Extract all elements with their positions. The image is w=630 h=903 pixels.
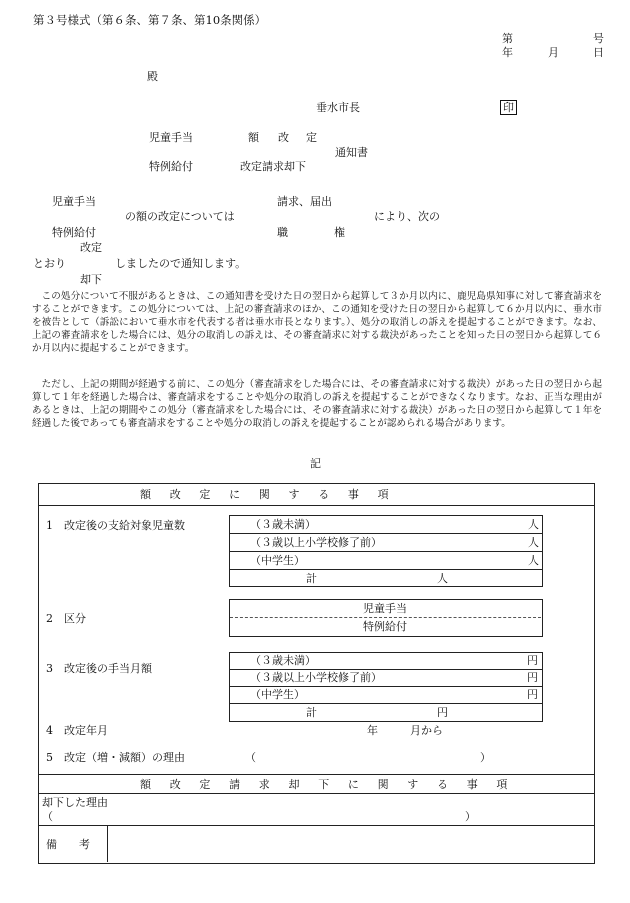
row3-item-label: （中学生）: [250, 688, 305, 701]
row3-item-unit: 円: [527, 671, 538, 684]
addressee-suffix: 殿: [147, 70, 158, 83]
body-prefix: とおり: [33, 257, 66, 270]
row5-close-paren: ）: [480, 751, 491, 764]
row3-item-unit: 円: [527, 688, 538, 701]
dashed-divider: [230, 617, 541, 618]
divider: [38, 825, 594, 826]
body-method-1: 請求、届出: [277, 195, 332, 208]
number-label-dai: 第: [502, 32, 513, 45]
body-kind-2: 特例給付: [52, 226, 96, 239]
row5-open-paren: （: [245, 751, 256, 764]
body-result: により、次の: [374, 210, 440, 223]
notice-paragraph-2: ただし、上記の期間が経過する前に、この処分（審査請求をした場合には、その審査請求に対する裁決）があった日の翌日から起算して１年を経過した場合は、審査請求をすることや処分の取消しの訴えを提起することができなくなります。なお、正当な理由があるときは、上記の期間やこの処分（審査請求をした場合には、その審査請求に対する裁決）があった日の翌日から起算して１年を経過した後であっても審査請求をすることや処分の取消しの訴えを提起することが認められる場合があります。: [32, 379, 602, 429]
row4-year-label: 年: [367, 724, 378, 737]
row3-item-label: （３歳未満）: [250, 654, 316, 667]
body-middle: の額の改定については: [125, 210, 235, 223]
date-month-label: 月: [548, 46, 559, 59]
form-number: 第３号様式（第６条、第７条、第10条関係）: [33, 13, 267, 27]
divider: [229, 703, 542, 704]
row5-label: 5 改定（増・減額）の理由: [46, 751, 185, 764]
row3-item-label: （３歳以上小学校修了前）: [250, 671, 382, 684]
row1-label: 1 改定後の支給対象児童数: [46, 519, 185, 532]
title-item-special-benefit: 特例給付: [149, 160, 193, 173]
title-action-1b: 改: [278, 131, 289, 144]
row2-label: 2 区分: [46, 612, 86, 625]
seal-mark: 印: [500, 100, 517, 115]
body-kind-1: 児童手当: [52, 195, 96, 208]
remarks-label: 備 考: [46, 838, 90, 851]
rejection-close-paren: ）: [465, 810, 476, 823]
body-choice-2: 却下: [80, 273, 102, 286]
divider: [229, 569, 542, 570]
row1-item-label: （３歳未満）: [250, 518, 316, 531]
row1-item-label: （３歳以上小学校修了前）: [250, 536, 382, 549]
divider: [38, 505, 594, 506]
title-suffix: 通知書: [335, 146, 368, 159]
row1-item-unit: 人: [528, 518, 539, 531]
divider: [229, 533, 542, 534]
rejection-open-paren: （: [42, 810, 53, 823]
remarks-divider: [107, 825, 108, 862]
sender-name: 垂水市長: [316, 101, 360, 114]
row3-item-unit: 円: [527, 654, 538, 667]
row2-option-child-allowance: 児童手当: [363, 602, 407, 615]
ki-heading: 記: [310, 457, 321, 470]
row1-total-label: 計: [306, 572, 317, 585]
row1-item-label: （中学生）: [250, 554, 305, 567]
section-header-amount-change: 額 改 定 に 関 す る 事 項: [140, 488, 393, 501]
row3-label: 3 改定後の手当月額: [46, 662, 152, 675]
date-year-label: 年: [502, 46, 513, 59]
rejection-reason-label: 却下した理由: [42, 796, 108, 809]
divider: [38, 774, 594, 775]
divider: [38, 793, 594, 794]
body-ending: しましたので通知します。: [115, 257, 247, 270]
row1-item-unit: 人: [528, 554, 539, 567]
divider: [229, 669, 542, 670]
row1-total-unit: 人: [437, 572, 448, 585]
notice-paragraph-1: この処分について不服があるときは、この通知書を受けた日の翌日から起算して３か月以内に、鹿児島県知事に対して審査請求をすることができます。この処分については、上記の審査請求のほか、この通知を受けた日の翌日から起算して６か月以内に、垂水市を被告として（訴訟において垂水市を代表する者は垂水市長となります。）、処分の取消しの訴えを提起することができます。なお、上記の審査請求をした場合には、処分の取消しの訴えは、その審査請求に対する裁決があったことを知った日の翌日から起算して６か月以内に提起することができます。: [32, 291, 602, 354]
row3-total-label: 計: [306, 706, 317, 719]
number-label-go: 号: [593, 32, 604, 45]
title-action-1a: 額: [248, 131, 259, 144]
date-day-label: 日: [593, 46, 604, 59]
row2-option-special-benefit: 特例給付: [363, 620, 407, 633]
title-action-1c: 定: [306, 131, 317, 144]
row1-item-unit: 人: [528, 536, 539, 549]
row3-total-unit: 円: [437, 706, 448, 719]
title-item-child-allowance: 児童手当: [149, 131, 193, 144]
row4-month-label: 月から: [410, 724, 443, 737]
divider: [229, 551, 542, 552]
body-method-2b: 権: [334, 226, 345, 239]
row4-label: 4 改定年月: [46, 724, 108, 737]
body-choice-1: 改定: [80, 241, 102, 254]
section-header-rejection: 額 改 定 請 求 却 下 に 関 す る 事 項: [140, 778, 512, 791]
title-action-2: 改定請求却下: [240, 160, 306, 173]
body-method-2a: 職: [277, 226, 288, 239]
divider: [229, 686, 542, 687]
